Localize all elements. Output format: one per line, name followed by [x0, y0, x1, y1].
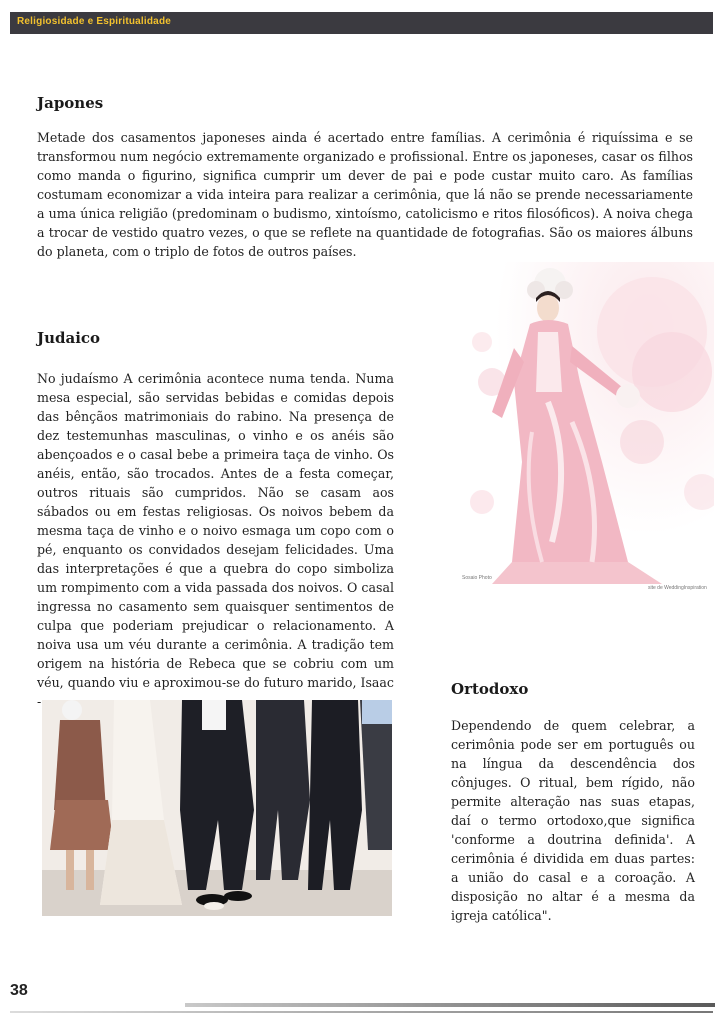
- ortodoxo-heading: Ortodoxo: [451, 680, 529, 698]
- photo-credit-left: Sosaio Photo: [462, 575, 492, 581]
- japanese-bride-photo: [452, 262, 714, 594]
- jewish-wedding-photo: [42, 700, 392, 916]
- japones-paragraph: Metade dos casamentos japoneses ainda é acertado entre famílias. A cerimônia é riquíssima e se transformou num negócio extremamente organizado e profissional. Entre os japoneses, casar os filhos como manda o figurino, significa cumprir um dever de pai e pode custar muito caro. As famílias costumam economizar a vida inteira para realizar a cerimônia, que lá não se prende necessariamente a uma única religião (predominam o budismo, xintoísmo, catolicismo e ritos filosóficos). A noiva chega a trocar de vestido quatro vezes, o que se reflete na quantidade de fotografias. São os maiores álbuns do planeta, com o triplo de fotos de outros países.: [37, 130, 693, 259]
- photo-credit-right: site de WeddingInspiration: [648, 585, 707, 591]
- section-title: Religiosidade e Espiritualidade: [17, 16, 172, 27]
- judaico-heading: Judaico: [37, 329, 101, 347]
- ortodoxo-paragraph: Dependendo de quem celebrar, a cerimônia pode ser em português ou na língua da descendência dos cônjuges. O ritual, bem rígido, não permite alteração nas suas etapas, daí o termo ortodoxo,que significa 'conforme a doutrina definida'. A cerimônia é dividida em duas partes: a união do casal e a coroação. A disposição no altar é a mesma da igreja católica".: [451, 718, 695, 923]
- judaico-paragraph: No judaísmo A cerimônia acontece numa tenda. Numa mesa especial, são servidas bebidas e comidas depois das bênçãos matrimoniais do rabino. Na presença de dez testemunhas masculinas, o vinho e os anéis são abençoados e o casal bebe a primeira taça de vinho. Os anéis, então, são trocados. Antes de a festa começar, outros rituais são cumpridos. Não se casam aos sábados ou em festas religiosas. Os noivos bebem da mesma taça de vinho e o noivo esmaga um copo com o pé, enquanto os convidados desejam felicidades. Uma das interpretações é que a quebra do copo simboliza um rompimento com a vida passada dos noivos. O casal ingressa no casamento sem quaisquer sentimentos de culpa que poderiam prejudicar o relacionamento. A noiva usa um véu durante a cerimônia. A tradição tem origem na história de Rebeca que se cobriu com um véu, quando viu e aproximou-se do futuro marido, Isaac -: [37, 371, 394, 709]
- japanese-bride-illustration: [452, 262, 714, 594]
- footer-rule-thin: [10, 1011, 713, 1013]
- jewish-wedding-illustration: [42, 700, 392, 916]
- header-bar: [10, 12, 713, 34]
- japones-heading: Japones: [37, 94, 104, 112]
- footer-rule-thick: [185, 1003, 715, 1007]
- page-number: 38: [10, 982, 28, 999]
